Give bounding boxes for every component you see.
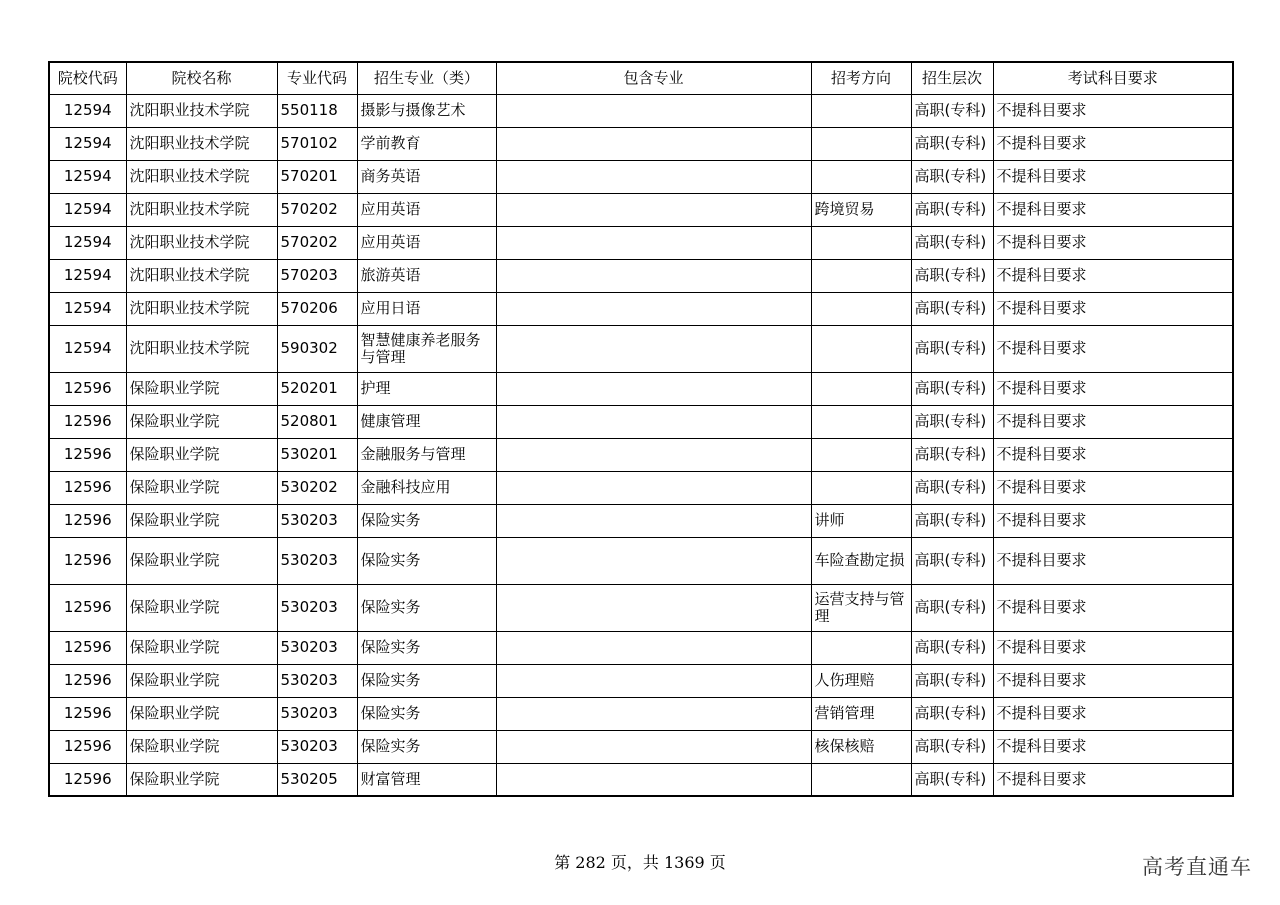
- direction-cell: 人伤理赔: [811, 664, 911, 697]
- level-cell: 高职(专科): [911, 730, 993, 763]
- major-code-cell: 570201: [277, 160, 357, 193]
- level-cell: 高职(专科): [911, 537, 993, 584]
- table-row: [49, 438, 1233, 471]
- school-code-cell: 12596: [49, 697, 126, 730]
- table-row: [49, 405, 1233, 438]
- level-cell: 高职(专科): [911, 372, 993, 405]
- major-cell: 金融科技应用: [357, 471, 496, 504]
- major-cell: 保险实务: [357, 537, 496, 584]
- table-row: [49, 325, 1233, 372]
- admissions-table: [48, 61, 1234, 797]
- requirement-cell: 不提科目要求: [993, 763, 1233, 796]
- school-name-cell: 保险职业学院: [126, 504, 277, 537]
- requirement-cell: 不提科目要求: [993, 405, 1233, 438]
- direction-cell: [811, 259, 911, 292]
- included-majors-cell: [496, 697, 811, 730]
- school-name-cell: 保险职业学院: [126, 471, 277, 504]
- major-code-cell: 520801: [277, 405, 357, 438]
- requirement-cell: 不提科目要求: [993, 372, 1233, 405]
- included-majors-cell: [496, 325, 811, 372]
- direction-cell: [811, 292, 911, 325]
- requirement-cell: 不提科目要求: [993, 697, 1233, 730]
- included-majors-cell: [496, 537, 811, 584]
- direction-cell: 核保核赔: [811, 730, 911, 763]
- major-cell: 保险实务: [357, 584, 496, 631]
- school-name-cell: 沈阳职业技术学院: [126, 160, 277, 193]
- included-majors-cell: [496, 372, 811, 405]
- school-name-cell: 保险职业学院: [126, 584, 277, 631]
- table-row: [49, 730, 1233, 763]
- direction-cell: [811, 631, 911, 664]
- included-majors-cell: [496, 127, 811, 160]
- major-code-cell: 530203: [277, 730, 357, 763]
- major-code-cell: 530201: [277, 438, 357, 471]
- school-name-cell: 沈阳职业技术学院: [126, 127, 277, 160]
- major-cell: 旅游英语: [357, 259, 496, 292]
- school-name-cell: 保险职业学院: [126, 763, 277, 796]
- major-cell: 商务英语: [357, 160, 496, 193]
- table-row: [49, 664, 1233, 697]
- table-row: [49, 471, 1233, 504]
- level-cell: 高职(专科): [911, 504, 993, 537]
- school-name-cell: 沈阳职业技术学院: [126, 259, 277, 292]
- major-code-cell: 570203: [277, 259, 357, 292]
- direction-cell: 运营支持与管理: [811, 584, 911, 631]
- requirement-cell: 不提科目要求: [993, 504, 1233, 537]
- requirement-cell: 不提科目要求: [993, 325, 1233, 372]
- included-majors-cell: [496, 94, 811, 127]
- school-name-cell: 沈阳职业技术学院: [126, 325, 277, 372]
- level-cell: 高职(专科): [911, 471, 993, 504]
- requirement-cell: 不提科目要求: [993, 471, 1233, 504]
- requirement-cell: 不提科目要求: [993, 193, 1233, 226]
- direction-cell: 营销管理: [811, 697, 911, 730]
- school-code-cell: 12596: [49, 631, 126, 664]
- direction-cell: [811, 325, 911, 372]
- level-cell: 高职(专科): [911, 763, 993, 796]
- major-code-cell: 570202: [277, 226, 357, 259]
- requirement-cell: 不提科目要求: [993, 631, 1233, 664]
- major-cell: 应用日语: [357, 292, 496, 325]
- school-code-cell: 12596: [49, 664, 126, 697]
- major-code-cell: 590302: [277, 325, 357, 372]
- header-school-name: 院校名称: [126, 62, 277, 94]
- direction-cell: 跨境贸易: [811, 193, 911, 226]
- included-majors-cell: [496, 160, 811, 193]
- requirement-cell: 不提科目要求: [993, 127, 1233, 160]
- direction-cell: [811, 405, 911, 438]
- table-header-row: [49, 62, 1233, 94]
- school-code-cell: 12594: [49, 325, 126, 372]
- table-row: [49, 504, 1233, 537]
- school-name-cell: 保险职业学院: [126, 537, 277, 584]
- major-code-cell: 570102: [277, 127, 357, 160]
- level-cell: 高职(专科): [911, 127, 993, 160]
- direction-cell: [811, 127, 911, 160]
- school-code-cell: 12596: [49, 405, 126, 438]
- major-code-cell: 530203: [277, 664, 357, 697]
- included-majors-cell: [496, 259, 811, 292]
- direction-cell: [811, 471, 911, 504]
- level-cell: 高职(专科): [911, 631, 993, 664]
- included-majors-cell: [496, 471, 811, 504]
- table-row: [49, 631, 1233, 664]
- included-majors-cell: [496, 631, 811, 664]
- major-code-cell: 530203: [277, 631, 357, 664]
- table-row: [49, 292, 1233, 325]
- header-included-majors: 包含专业: [496, 62, 811, 94]
- table-row: [49, 763, 1233, 796]
- included-majors-cell: [496, 504, 811, 537]
- level-cell: 高职(专科): [911, 325, 993, 372]
- direction-cell: [811, 94, 911, 127]
- included-majors-cell: [496, 226, 811, 259]
- included-majors-cell: [496, 405, 811, 438]
- direction-cell: 讲师: [811, 504, 911, 537]
- school-code-cell: 12596: [49, 763, 126, 796]
- major-cell: 金融服务与管理: [357, 438, 496, 471]
- school-code-cell: 12594: [49, 226, 126, 259]
- major-code-cell: 520201: [277, 372, 357, 405]
- major-cell: 护理: [357, 372, 496, 405]
- major-code-cell: 530203: [277, 504, 357, 537]
- included-majors-cell: [496, 292, 811, 325]
- major-code-cell: 530202: [277, 471, 357, 504]
- table-row: [49, 226, 1233, 259]
- major-code-cell: 530203: [277, 537, 357, 584]
- school-code-cell: 12596: [49, 730, 126, 763]
- school-code-cell: 12596: [49, 438, 126, 471]
- school-name-cell: 沈阳职业技术学院: [126, 226, 277, 259]
- school-name-cell: 保险职业学院: [126, 405, 277, 438]
- school-code-cell: 12596: [49, 584, 126, 631]
- school-code-cell: 12596: [49, 537, 126, 584]
- school-name-cell: 沈阳职业技术学院: [126, 94, 277, 127]
- direction-cell: [811, 226, 911, 259]
- school-name-cell: 沈阳职业技术学院: [126, 193, 277, 226]
- table-row: [49, 697, 1233, 730]
- school-name-cell: 保险职业学院: [126, 631, 277, 664]
- header-level: 招生层次: [911, 62, 993, 94]
- school-name-cell: 保险职业学院: [126, 438, 277, 471]
- table-row: [49, 584, 1233, 631]
- school-code-cell: 12596: [49, 471, 126, 504]
- major-cell: 保险实务: [357, 697, 496, 730]
- school-name-cell: 保险职业学院: [126, 664, 277, 697]
- table-body: [49, 94, 1233, 796]
- level-cell: 高职(专科): [911, 438, 993, 471]
- major-cell: 保险实务: [357, 664, 496, 697]
- header-major: 招生专业（类）: [357, 62, 496, 94]
- table-row: [49, 259, 1233, 292]
- major-code-cell: 570206: [277, 292, 357, 325]
- school-name-cell: 沈阳职业技术学院: [126, 292, 277, 325]
- header-major-code: 专业代码: [277, 62, 357, 94]
- major-code-cell: 530205: [277, 763, 357, 796]
- requirement-cell: 不提科目要求: [993, 226, 1233, 259]
- major-code-cell: 550118: [277, 94, 357, 127]
- level-cell: 高职(专科): [911, 664, 993, 697]
- requirement-cell: 不提科目要求: [993, 259, 1233, 292]
- table-row: [49, 372, 1233, 405]
- major-cell: 保险实务: [357, 631, 496, 664]
- school-name-cell: 保险职业学院: [126, 730, 277, 763]
- major-cell: 智慧健康养老服务与管理: [357, 325, 496, 372]
- header-requirement: 考试科目要求: [993, 62, 1233, 94]
- table-row: [49, 193, 1233, 226]
- level-cell: 高职(专科): [911, 193, 993, 226]
- major-cell: 应用英语: [357, 226, 496, 259]
- requirement-cell: 不提科目要求: [993, 438, 1233, 471]
- requirement-cell: 不提科目要求: [993, 160, 1233, 193]
- level-cell: 高职(专科): [911, 405, 993, 438]
- included-majors-cell: [496, 438, 811, 471]
- major-cell: 摄影与摄像艺术: [357, 94, 496, 127]
- direction-cell: [811, 438, 911, 471]
- level-cell: 高职(专科): [911, 226, 993, 259]
- included-majors-cell: [496, 763, 811, 796]
- major-code-cell: 530203: [277, 584, 357, 631]
- major-cell: 健康管理: [357, 405, 496, 438]
- school-name-cell: 保险职业学院: [126, 372, 277, 405]
- included-majors-cell: [496, 584, 811, 631]
- school-code-cell: 12594: [49, 160, 126, 193]
- included-majors-cell: [496, 664, 811, 697]
- included-majors-cell: [496, 193, 811, 226]
- direction-cell: [811, 160, 911, 193]
- level-cell: 高职(专科): [911, 160, 993, 193]
- page-indicator: 第 282 页，共 1369 页: [554, 853, 726, 872]
- table-row: [49, 127, 1233, 160]
- level-cell: 高职(专科): [911, 259, 993, 292]
- included-majors-cell: [496, 730, 811, 763]
- major-cell: 学前教育: [357, 127, 496, 160]
- requirement-cell: 不提科目要求: [993, 94, 1233, 127]
- school-code-cell: 12594: [49, 259, 126, 292]
- school-code-cell: 12594: [49, 94, 126, 127]
- requirement-cell: 不提科目要求: [993, 292, 1233, 325]
- table-row: [49, 94, 1233, 127]
- major-cell: 应用英语: [357, 193, 496, 226]
- school-code-cell: 12594: [49, 193, 126, 226]
- school-name-cell: 保险职业学院: [126, 697, 277, 730]
- table-row: [49, 160, 1233, 193]
- direction-cell: [811, 763, 911, 796]
- school-code-cell: 12594: [49, 292, 126, 325]
- level-cell: 高职(专科): [911, 584, 993, 631]
- direction-cell: 车险查勘定损: [811, 537, 911, 584]
- major-cell: 保险实务: [357, 730, 496, 763]
- level-cell: 高职(专科): [911, 94, 993, 127]
- major-code-cell: 530203: [277, 697, 357, 730]
- table-row: [49, 537, 1233, 584]
- school-code-cell: 12596: [49, 372, 126, 405]
- major-code-cell: 570202: [277, 193, 357, 226]
- requirement-cell: 不提科目要求: [993, 730, 1233, 763]
- header-school-code: 院校代码: [49, 62, 126, 94]
- requirement-cell: 不提科目要求: [993, 664, 1233, 697]
- school-code-cell: 12596: [49, 504, 126, 537]
- school-code-cell: 12594: [49, 127, 126, 160]
- requirement-cell: 不提科目要求: [993, 537, 1233, 584]
- level-cell: 高职(专科): [911, 292, 993, 325]
- direction-cell: [811, 372, 911, 405]
- requirement-cell: 不提科目要求: [993, 584, 1233, 631]
- major-cell: 财富管理: [357, 763, 496, 796]
- header-direction: 招考方向: [811, 62, 911, 94]
- major-cell: 保险实务: [357, 504, 496, 537]
- level-cell: 高职(专科): [911, 697, 993, 730]
- watermark: 高考直通车: [1142, 855, 1252, 879]
